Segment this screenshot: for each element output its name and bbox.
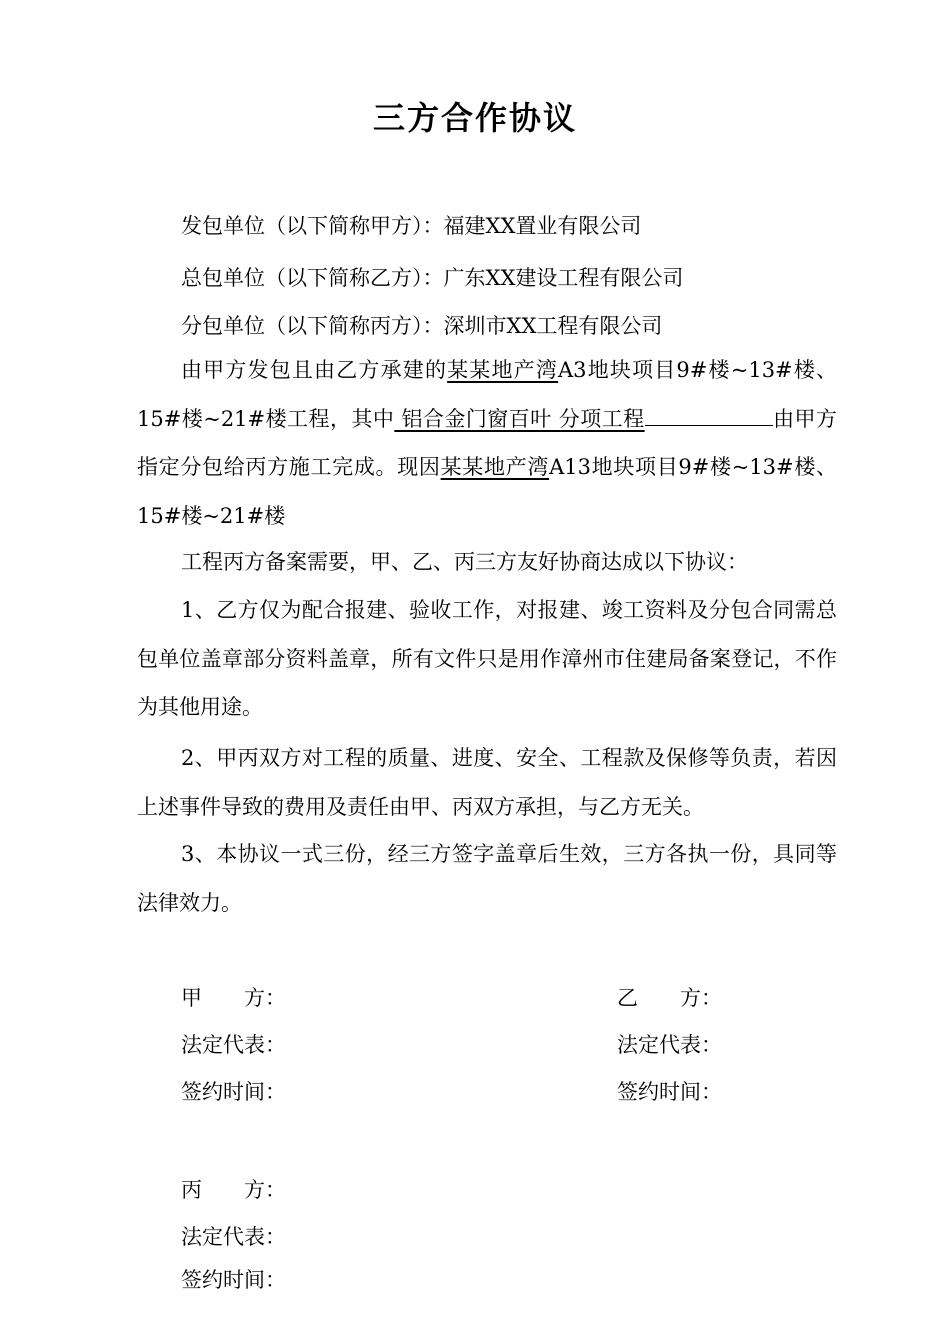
party-a-line: 发包单位（以下简称甲方）：福建XX置业有限公司 [181,214,642,238]
party-b-line: 总包单位（以下简称乙方）：广东XX建设工程有限公司 [181,266,684,290]
party-a-rep-label: 法定代表： [181,1033,286,1057]
document-title: 三方合作协议 [372,99,577,137]
party-c-signature-label: 丙 方： [181,1178,286,1202]
intro-paragraph [137,346,837,540]
intro-text-2: A3地块项目9#楼~13#楼、15#楼~21#楼工程，其中 [137,358,838,431]
party-c-date-label: 签约时间： [181,1268,286,1292]
party-b-signature-label: 乙 方： [617,986,722,1010]
project-name-2: 某某地产湾 [440,455,550,479]
clause-2: 2、甲丙双方对工程的质量、进度、安全、工程款及保修等负责，若因上述事件导致的费用及责任由甲、丙双方承担，与乙方无关。 [137,746,837,819]
intro-text-1: 由甲方发包且由乙方承建的 [181,358,448,382]
subitem-name: 铝合金门窗百叶 分项工程 [394,406,645,431]
party-b-rep-label: 法定代表： [617,1033,722,1057]
intro-text-3: 由甲方指定分包给丙方施工完成。现因 [137,406,837,479]
clause-1: 1、乙方仅为配合报建、验收工作，对报建、竣工资料及分包合同需总包单位盖章部分资料盖章，所有文件只是用作漳州市住建局备案登记，不作为其他用途。 [137,598,837,719]
fill-blank [645,405,773,426]
party-c-line: 分包单位（以下简称丙方）：深圳市XX工程有限公司 [181,314,663,338]
party-b-date-label: 签约时间： [617,1080,722,1104]
party-a-date-label: 签约时间： [181,1080,286,1104]
party-c-rep-label: 法定代表： [181,1225,286,1249]
project-name-1: 某某地产湾 [447,358,559,382]
lead-paragraph: 工程丙方备案需要，甲、乙、丙三方友好协商达成以下协议： [181,550,748,574]
party-a-signature-label: 甲 方： [181,986,286,1010]
clause-3: 3、本协议一式三份，经三方签字盖章后生效，三方各执一份，具同等法律效力。 [137,842,837,915]
intro-text-4: A13地块项目9#楼~13#楼、15#楼~21#楼 [137,455,838,528]
